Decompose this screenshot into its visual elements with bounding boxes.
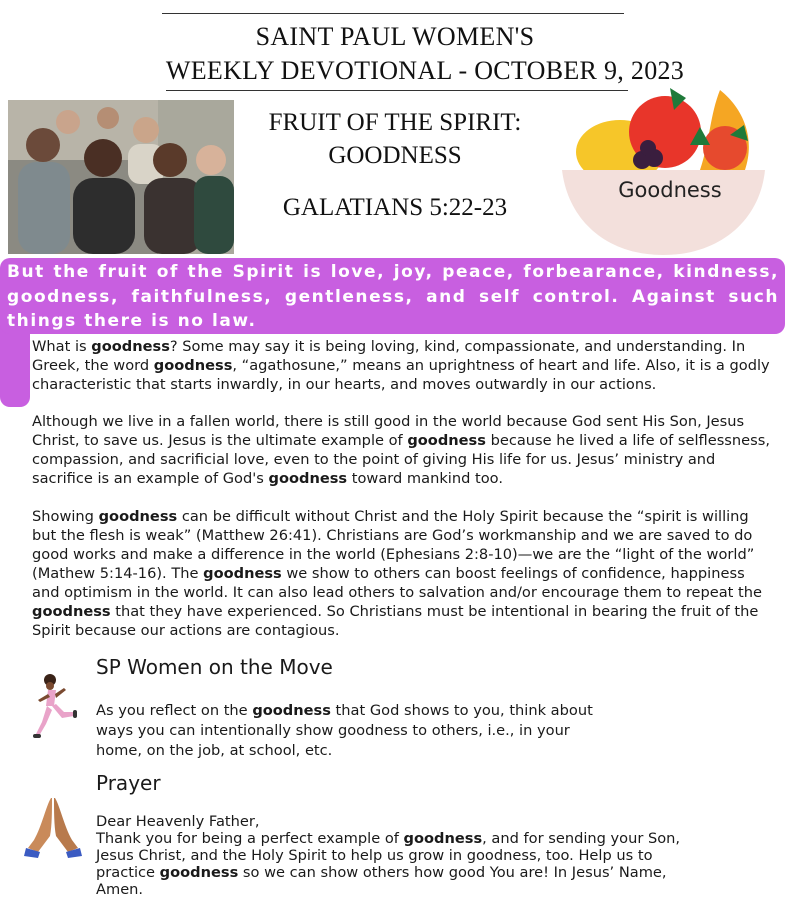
emphasis-word: goodness bbox=[98, 508, 178, 525]
emphasis-word: goodness bbox=[153, 357, 233, 374]
praying-hands-icon bbox=[24, 796, 82, 860]
move-heading: SP Women on the Move bbox=[96, 655, 333, 679]
paragraph-3: Showing goodness can be difficult without Christ and the Holy Spirit because the “spirit is willing but the flesh is weak” (Matthew 26:41). Christians are God’s workmanship and we are saved to do good works and make a difference in the world (Ephesians 2:8-10)—we are the “light of the world” (Mathew 5:14-16). The goodness we show to others can boost feelings of confidence, happiness and optimism in the world. It can also lead others to salvation and/or encourage them to repeat the goodness that they have experienced. So Christians must be intentional in bearing the fruit of the Spirit because our actions are contagious. bbox=[32, 508, 762, 639]
prayer-heading: Prayer bbox=[96, 771, 161, 795]
emphasis-word: goodness bbox=[252, 702, 331, 719]
page-title-line2: WEEKLY DEVOTIONAL - OCTOBER 9, 2023 bbox=[165, 56, 685, 85]
prayer-body: Thank you for being a perfect example of goodness, and for sending your Son, Jesus Christ, and the Holy Spirit to help us grow in goodness, too. Help us to practice goodness so we can show others how good You are! In Jesus’ Name, Amen. bbox=[96, 830, 681, 898]
title-rule bbox=[166, 90, 628, 91]
topic-title bbox=[250, 106, 540, 172]
bowl-label: Goodness bbox=[618, 178, 722, 202]
emphasis-word: goodness bbox=[32, 603, 111, 620]
page-title-line1: SAINT PAUL WOMEN'S bbox=[255, 22, 535, 51]
emphasis-word: goodness bbox=[91, 338, 170, 355]
group-of-women-photo bbox=[8, 100, 234, 254]
emphasis-word: goodness bbox=[159, 864, 239, 881]
emphasis-word: goodness bbox=[403, 830, 483, 847]
top-rule bbox=[162, 13, 624, 14]
verse-accent-bar bbox=[0, 325, 30, 407]
emphasis-word: goodness bbox=[203, 565, 282, 582]
running-woman-icon bbox=[28, 672, 83, 742]
paragraph-2: Although we live in a fallen world, there is still good in the world because God sent His Son, Jesus Christ, to save us. Jesus is the ultimate example of goodness because he lived a life of selflessness, compassion, and sacrificial love, even to the point of giving His life for us. Jesus’ ministry and sacrifice is an example of God's goodness toward mankind too. bbox=[32, 413, 770, 487]
verse-text: But the fruit of the Spirit is love, joy, peace, forbearance, kindness, goodness, faithfulness, gentleness, and self control. Against such things there is no law. bbox=[7, 262, 779, 331]
fruit-bowl-icon bbox=[560, 80, 775, 260]
topic-title-line1: FRUIT OF THE SPIRIT: bbox=[268, 109, 522, 136]
paragraph-1: What is goodness? Some may say it is being loving, kind, compassionate, and understanding. In Greek, the word goodness, “agathosune,” means an uprightness of heart and life. Also, it is a godly characteristic that starts inwardly, in our hearts, and moves outwardly in our actions. bbox=[32, 338, 770, 393]
prayer-salutation: Dear Heavenly Father, bbox=[96, 813, 260, 830]
topic-title-line2: GOODNESS bbox=[328, 142, 462, 169]
emphasis-word: goodness bbox=[268, 470, 348, 487]
move-text: As you reflect on the goodness that God shows to you, think about ways you can intentionally show goodness to others, i.e., in your home, on the job, at school, etc. bbox=[96, 702, 593, 759]
scripture-reference: GALATIANS 5:22-23 bbox=[282, 194, 508, 221]
emphasis-word: goodness bbox=[407, 432, 486, 449]
